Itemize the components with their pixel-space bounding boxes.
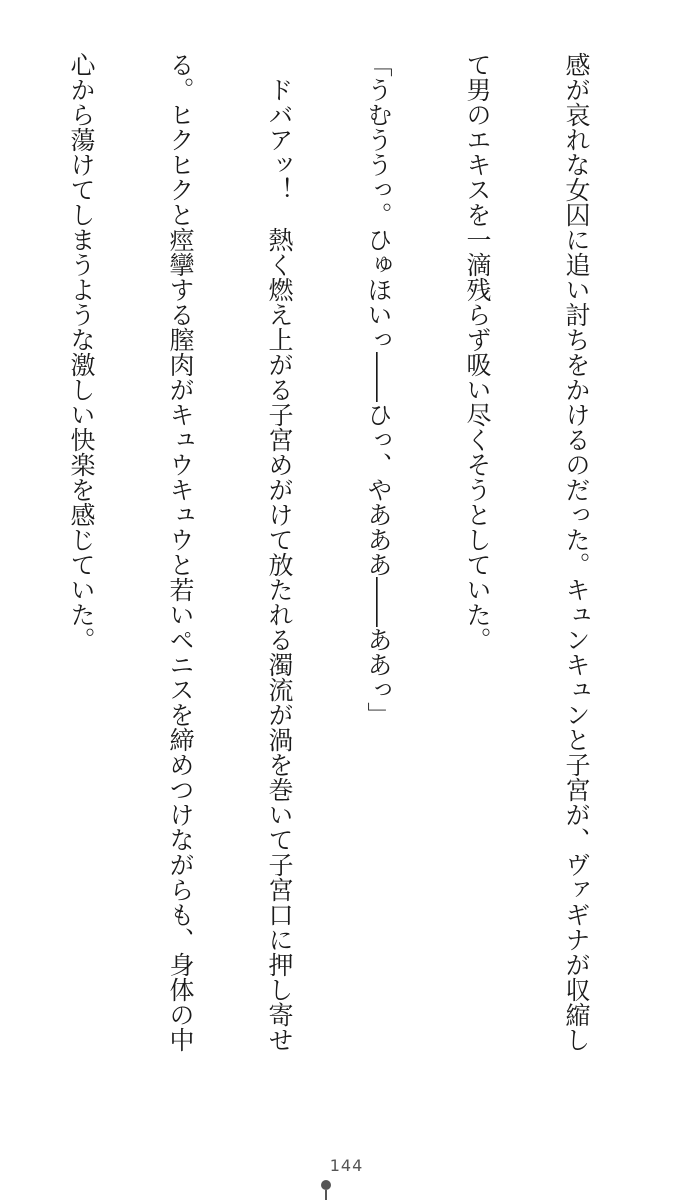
body-text — [0, 52, 659, 1102]
text-line: て男のエキスを一滴残らず吸い尽くそうとしていた。 — [463, 52, 492, 652]
page-marker-line — [325, 1190, 327, 1200]
text-line: 感が哀れな女囚に追い討ちをかけるのだった。キュンキュンと子宮が、ヴァギナが収縮し — [562, 52, 591, 1052]
page-marker-dot — [321, 1180, 331, 1190]
text-line: ドバアッ！ 熱く燃え上がる子宮めがけて放たれる濁流が渦を巻いて子宮口に押し寄せ — [265, 52, 294, 1052]
page-number: 144 — [329, 1156, 364, 1175]
text-line: 「うむううっ。ひゅほいっ――ひっ、やあああ――ああっ」 — [364, 52, 393, 727]
text-line: 心から蕩けてしまうような激しい快楽を感じていた。 — [67, 52, 96, 652]
text-line: る。ヒクヒクと痙攣する膣肉がキュウキュウと若いペニスを締めつけながらも、身体の中 — [166, 52, 195, 1052]
